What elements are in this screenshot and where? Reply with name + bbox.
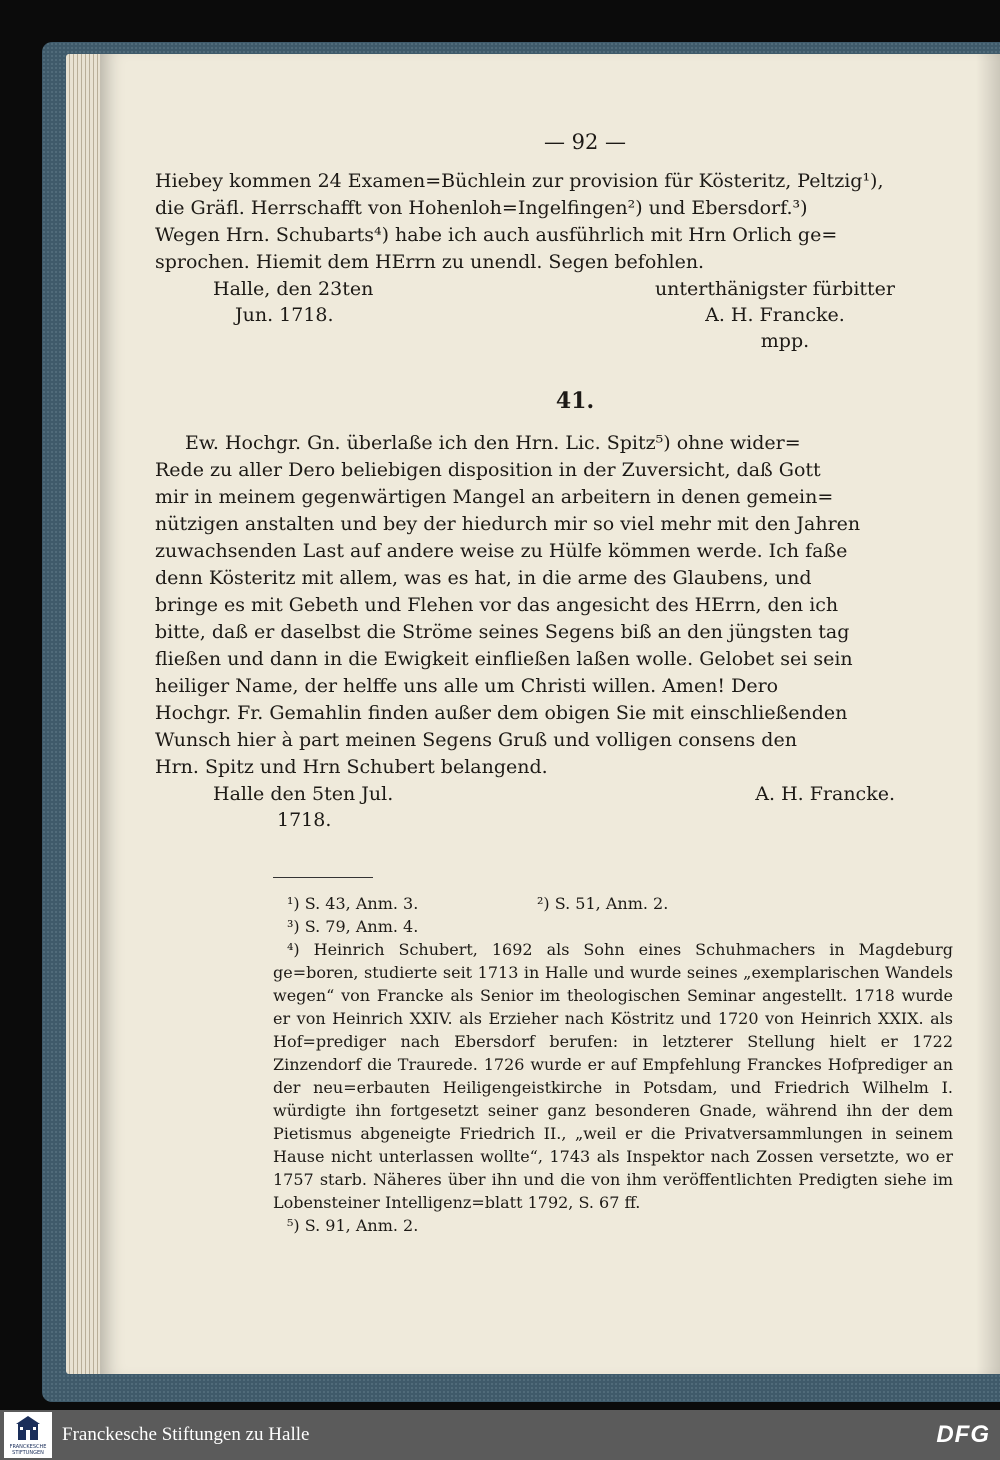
- text-line: Hochgr. Fr. Gemahlin finden außer dem obigen Sie mit einschließenden: [155, 702, 848, 724]
- text-line: Hrn. Spitz und Hrn Schubert belangend.: [155, 756, 548, 778]
- dfg-logo[interactable]: DFG: [936, 1421, 990, 1448]
- footnote-1: ¹) S. 43, Anm. 3.: [287, 894, 419, 913]
- text-line: fließen und dann in die Ewigkeit einfließen laßen wolle. Gelobet sei sein: [155, 648, 853, 670]
- paragraph-1: [155, 168, 915, 276]
- building-icon: [15, 1414, 41, 1444]
- signature-line: A. H. Francke.: [705, 304, 845, 326]
- franckesche-logo[interactable]: [4, 1412, 52, 1458]
- text-line: Rede zu aller Dero beliebigen disposition in der Zuversicht, daß Gott: [155, 459, 821, 481]
- text-line: Hiebey kommen 24 Examen=Büchlein zur provision für Kösteritz, Peltzig¹),: [155, 170, 884, 192]
- text-line: bitte, daß er daselbst die Ströme seines Segens biß an den jüngsten tag: [155, 621, 850, 643]
- logo-text: FRANCKESCHE STIFTUNGEN: [9, 1444, 47, 1456]
- signature-line: unterthänigster fürbitter: [654, 278, 895, 300]
- footnote-4: ⁴) Heinrich Schubert, 1692 als Sohn eines Schuhmachers in Magdeburg ge=boren, studierte seit 1713 in Halle und wurde seines „exemplarischen Wandels wegen“ von Francke als Senior im theologischen Seminar angestellt. 1718 wurde er von Heinrich XXIV. als Erzieher nach Köstritz und 1720 von Heinrich XXIX. als Hof=prediger nach Ebersdorf berufen: in letzterer Stellung hielt er 1722 Zinzendorf die Traurede. 1726 wurde er auf Empfehlung Franckes Hofprediger an der neu=erbauten Heiligengeistkirche in Potsdam, und Friedrich Wilhelm I. würdigte ihn fortgesetzt seiner ganz besonderen Gnade, während ihn der dem Pietismus abgeneigte Friedrich II., „weil er die Privatversammlungen in seinem Hause nicht unterlassen wollte“, 1743 als Inspektor nach Zossen versetzte, wo er 1757 starb. Näheres über ihn und die von ihm veröffentlichten Predigten siehe im Lobensteiner Intelligenz=blatt 1792, S. 67 ff.: [273, 940, 953, 1212]
- signature-block-1: [155, 276, 915, 354]
- text-line: sprochen. Hiemit dem HErrn zu unendl. Segen befohlen.: [155, 251, 705, 273]
- footnote-3: ³) S. 79, Anm. 4.: [287, 917, 419, 936]
- text-line: die Gräfl. Herrschafft von Hohenloh=Ingelfingen²) und Ebersdorf.³): [155, 197, 808, 219]
- footnote-5: ⁵) S. 91, Anm. 2.: [287, 1216, 419, 1235]
- page-number: — 92 —: [543, 130, 627, 154]
- footer-bar: [0, 1410, 1000, 1460]
- date-line: Halle den 5ten Jul.: [213, 783, 394, 805]
- footnote-row: [273, 892, 953, 915]
- paragraph-2: [155, 430, 915, 781]
- signature-line: mpp.: [760, 330, 810, 352]
- signature-block-2: [155, 781, 915, 833]
- footnote-2: ²) S. 51, Anm. 2.: [537, 894, 669, 913]
- text-line: bringe es mit Gebeth und Flehen vor das angesicht des HErrn, den ich: [155, 594, 839, 616]
- date-line: 1718.: [277, 809, 332, 831]
- signature: [655, 276, 915, 354]
- text-line: Wegen Hrn. Schubarts⁴) habe ich auch ausführlich mit Hrn Orlich ge=: [155, 224, 838, 246]
- footnote-divider: [273, 877, 373, 878]
- place-date: [155, 276, 373, 354]
- text-line: mir in meinem gegenwärtigen Mangel an arbeitern in denen gemein=: [155, 486, 834, 508]
- signature: A. H. Francke.: [755, 783, 895, 805]
- text-line: nützigen anstalten und bey der hiedurch mir so viel mehr mit den Jahren: [155, 513, 861, 535]
- text-line: denn Kösteritz mit allem, was es hat, in die arme des Glaubens, und: [155, 567, 812, 589]
- text-line: zuwachsenden Last auf andere weise zu Hülfe kömmen werde. Ich faße: [155, 540, 848, 562]
- footnotes: [273, 892, 953, 1237]
- text-line: Ew. Hochgr. Gn. überlaße ich den Hrn. Lic. Spitz⁵) ohne wider=: [185, 432, 801, 454]
- page-shadow: [976, 54, 1000, 1374]
- date-line: Halle, den 23ten: [213, 278, 374, 300]
- text-line: Wunsch hier à part meinen Segens Gruß und volligen consens den: [155, 729, 797, 751]
- letter-number: 41.: [555, 388, 595, 414]
- text-line: heiliger Name, der helffe uns alle um Christi willen. Amen! Dero: [155, 675, 779, 697]
- footer-title[interactable]: Franckesche Stiftungen zu Halle: [62, 1424, 310, 1445]
- page-content: [155, 130, 953, 1237]
- date-line: Jun. 1718.: [235, 304, 334, 326]
- place-date: [155, 781, 393, 833]
